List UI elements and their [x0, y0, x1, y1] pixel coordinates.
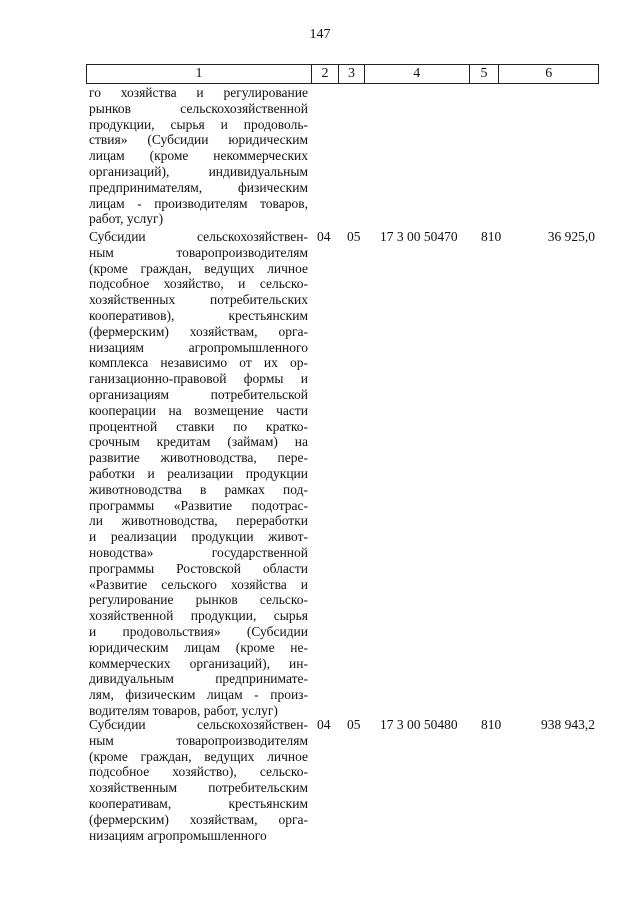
description-line: новодства» государственной: [89, 544, 308, 560]
description-line: го хозяйства и регулирование: [89, 85, 308, 100]
row-1-vr: 810: [481, 229, 502, 244]
row-2-vr: 810: [481, 717, 502, 732]
description-line: дивидуальным предпринимате-: [89, 671, 308, 687]
description-line: развитие животноводства, пере-: [89, 450, 308, 466]
description-line: процентной ставки по кратко-: [89, 418, 308, 434]
description-line: рынков сельскохозяйственной: [89, 100, 308, 116]
description-line: и реализации продукции живот-: [89, 529, 308, 545]
description-line: лям, физическим лицам - произ-: [89, 687, 308, 703]
description-line: животноводства в рамках под-: [89, 481, 308, 497]
description-line: регулирование рынков сельско-: [89, 592, 308, 608]
description-line: юридическим лицам (кроме не-: [89, 639, 308, 655]
row-2-sum: 938 943,2: [541, 717, 595, 732]
description-line: «Развитие сельского хозяйства и: [89, 576, 308, 592]
row-2-csr: 17 3 00 50480: [380, 717, 458, 732]
description-line: подсобное хозяйство), сельско-: [89, 764, 308, 780]
description-line: организаций), индивидуальным: [89, 163, 308, 179]
row-1-description: [89, 229, 308, 719]
header-col-6: 6: [545, 66, 553, 81]
row-1-csr: 17 3 00 50470: [380, 229, 458, 244]
description-line: работки и реализации продукции: [89, 465, 308, 481]
page-number: 147: [309, 27, 331, 42]
header-col-4: 4: [365, 65, 470, 83]
header-col-5: 5: [470, 65, 500, 83]
description-line: срочным кредитам (займам) на: [89, 434, 308, 450]
row-1-sum: 36 925,0: [547, 229, 595, 244]
description-line: Субсидии сельскохозяйствен-: [89, 717, 308, 732]
description-line: кооперативам, крестьянским: [89, 795, 308, 811]
description-line: подсобное хозяйство, и сельско-: [89, 276, 308, 292]
description-line: предпринимателям, физическим: [89, 179, 308, 195]
description-line: хозяйственной продукции, сырья: [89, 608, 308, 624]
description-line: лицам (кроме некоммерческих: [89, 148, 308, 164]
description-line: работ, услуг): [89, 211, 164, 227]
description-line: (фермерским) хозяйствам, орга-: [89, 811, 308, 827]
description-line: программы «Развитие подотрас-: [89, 497, 308, 513]
description-line: комплекса независимо от их ор-: [89, 355, 308, 371]
header-col-1: 1: [87, 65, 312, 83]
description-line: ным товаропроизводителям: [89, 732, 308, 748]
description-line: ным товаропроизводителям: [89, 244, 308, 260]
description-line: низациям агропромышленного: [89, 827, 267, 843]
row-2-description: [89, 717, 308, 843]
description-line: (фермерским) хозяйствам, орга-: [89, 323, 308, 339]
description-line: низациям агропромышленного: [89, 339, 308, 355]
header-col-3: 3: [339, 65, 365, 83]
description-line: организациям потребительской: [89, 386, 308, 402]
description-line: лицам - производителям товаров,: [89, 195, 308, 211]
description-line: ганизационно-правовой формы и: [89, 371, 308, 387]
description-line: водителям товаров, работ, услуг): [89, 702, 278, 718]
description-line: кооперации на возмещение части: [89, 402, 308, 418]
row-1-pr: 05: [347, 229, 361, 244]
description-line: хозяйственным потребительским: [89, 780, 308, 796]
description-line: и продовольствия» (Субсидии: [89, 623, 308, 639]
row-1-rz: 04: [317, 229, 331, 244]
description-line: (кроме граждан, ведущих личное: [89, 260, 308, 276]
description-line: хозяйственных потребительских: [89, 292, 308, 308]
row-2-rz: 04: [317, 717, 331, 732]
description-line: продукции, сырья и продоволь-: [89, 116, 308, 132]
row-2-pr: 05: [347, 717, 361, 732]
description-line: ли животноводства, переработки: [89, 513, 308, 529]
header-col-2: 2: [312, 65, 339, 83]
description-line: Субсидии сельскохозяйствен-: [89, 229, 308, 244]
description-line: коммерческих организаций), ин-: [89, 655, 308, 671]
description-line: (кроме граждан, ведущих личное: [89, 748, 308, 764]
table-header-row: [86, 64, 599, 84]
description-line: программы Ростовской области: [89, 560, 308, 576]
row-0-description: [89, 85, 308, 227]
description-line: кооперативов), крестьянским: [89, 307, 308, 323]
description-line: ствия» (Субсидии юридическим: [89, 132, 308, 148]
